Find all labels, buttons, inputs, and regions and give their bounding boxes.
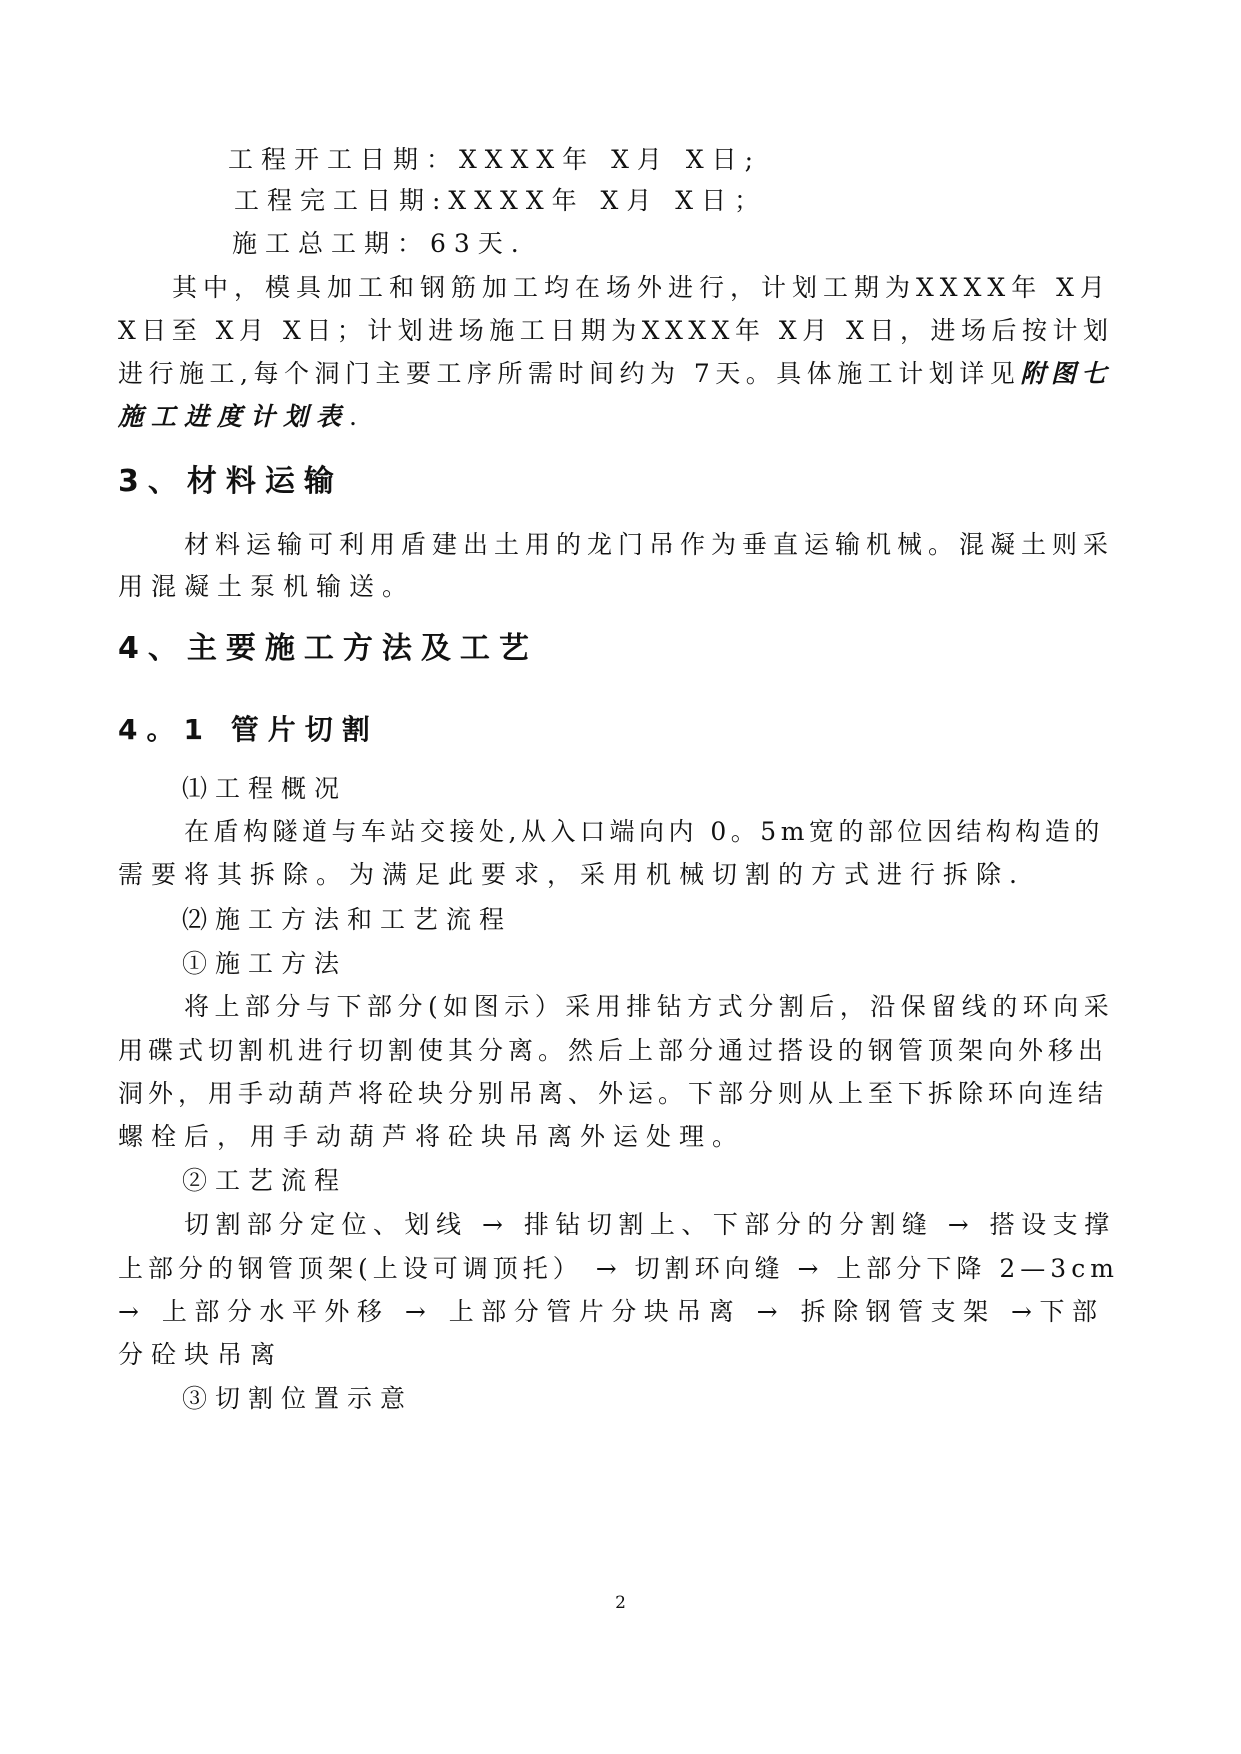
figure-reference: 施工进度计划表: [118, 402, 350, 431]
item-sublabel: ②工艺流程: [182, 1166, 348, 1195]
schedule-finish: 工程完工日期:XXXX年 X月 X日；: [234, 186, 768, 215]
text-line: 将上部分与下部分(如图示）采用排钻方式分割后，沿保留线的环向采: [184, 992, 1115, 1021]
schedule-duration: 施工总工期：63天.: [232, 229, 527, 258]
text-line: 螺栓后，用手动葫芦将砼块吊离外运处理。: [118, 1122, 746, 1151]
text-line: 分砼块吊离: [118, 1340, 284, 1369]
page-number: 2: [615, 1593, 626, 1613]
text-segment: .: [349, 402, 365, 431]
text-line: 切割部分定位、划线 → 排钻切割上、下部分的分割缝 → 搭设支撑: [184, 1210, 1116, 1239]
text-segment: 进行施工,每个洞门主要工序所需时间约为 7天。具体施工计划详见: [118, 359, 1021, 388]
text-line: 材料运输可利用盾建出土用的龙门吊作为垂直运输机械。混凝土则采: [184, 530, 1115, 559]
section-heading: 4、主要施工方法及工艺: [118, 631, 538, 666]
schedule-start: 工程开工日期：XXXX年 X月 X日;: [228, 145, 762, 174]
text-line: 洞外，用手动葫芦将砼块分别吊离、外运。下部分则从上至下拆除环向连结: [118, 1079, 1109, 1108]
text-line: X日至 X月 X日；计划进场施工日期为XXXX年 X月 X日，进场后按计划: [118, 316, 1114, 345]
text-line: 需要将其拆除。为满足此要求，采用机械切割的方式进行拆除.: [118, 860, 1025, 889]
item-sublabel: ③切割位置示意: [182, 1384, 414, 1413]
text-line: 上部分的钢管顶架(上设可调顶托） → 切割环向缝 → 上部分下降 2—3cm: [118, 1254, 1119, 1283]
item-sublabel: ①施工方法: [182, 949, 348, 978]
text-line: 用混凝土泵机输送。: [118, 572, 416, 601]
item-label: ⑴工程概况: [182, 774, 348, 803]
text-line: → 上部分水平外移 → 上部分管片分块吊离 → 拆除钢管支架 →下部: [118, 1297, 1105, 1326]
section-heading: 3、材料运输: [118, 464, 343, 499]
text-line: [118, 357, 1112, 391]
figure-reference: 附图七: [1020, 359, 1112, 388]
subsection-heading: 4。1 管片切割: [118, 713, 379, 746]
text-line: 用碟式切割机进行切割使其分离。然后上部分通过搭设的钢管顶架向外移出: [118, 1036, 1109, 1065]
item-label: ⑵施工方法和工艺流程: [182, 905, 513, 934]
text-line: [118, 400, 365, 434]
text-line: 在盾构隧道与车站交接处,从入口端向内 0。5m宽的部位因结构构造的: [184, 817, 1104, 846]
text-line: 其中，模具加工和钢筋加工均在场外进行，计划工期为XXXX年 X月: [172, 273, 1111, 302]
